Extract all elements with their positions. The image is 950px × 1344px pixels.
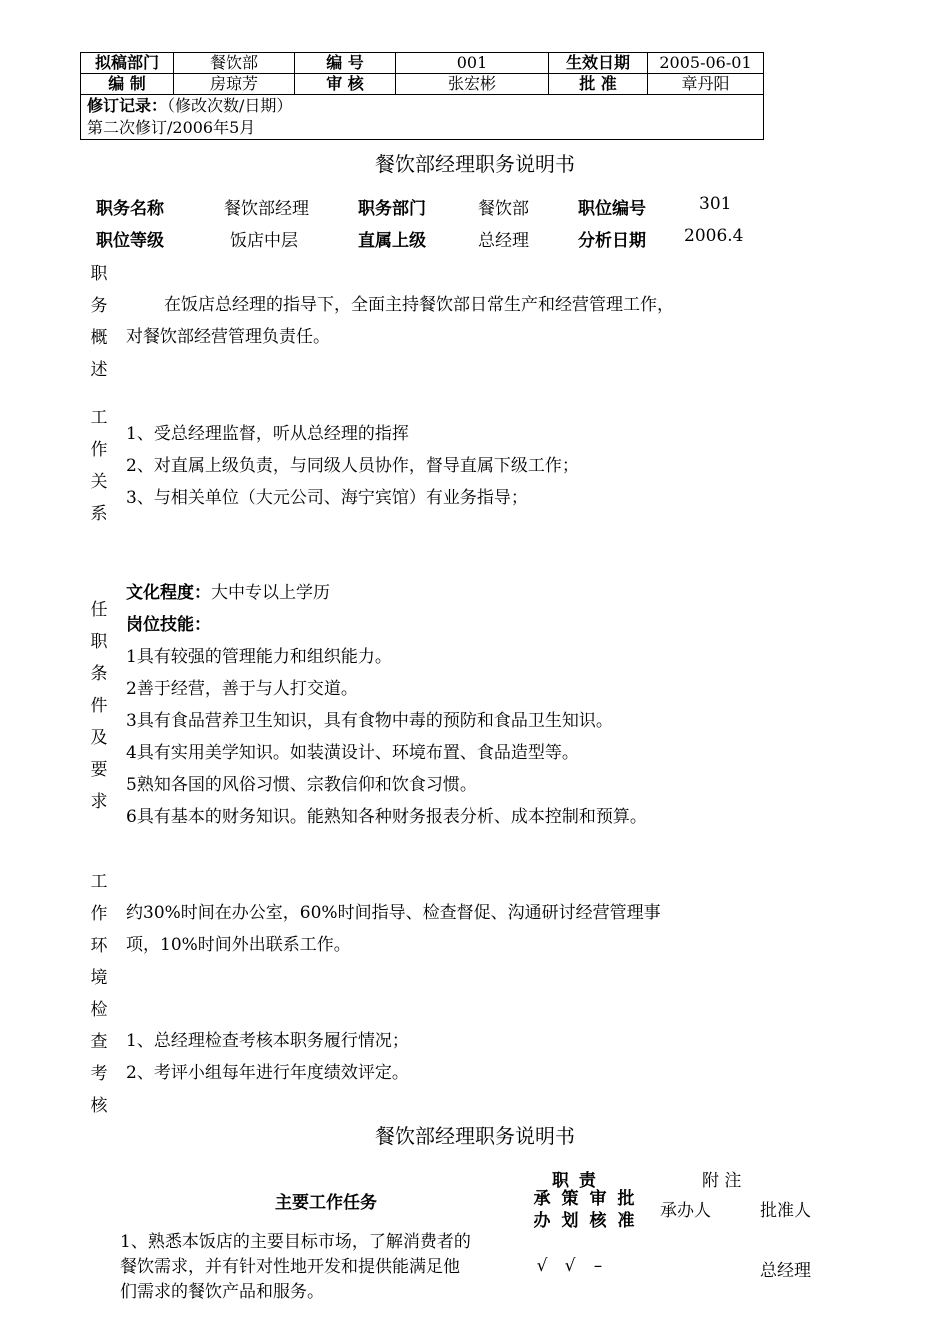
task-header: 主要工作任务 [275,1193,377,1213]
code: 301 [699,194,732,214]
resp-col-approve: 批准 [617,1189,635,1231]
row-approver: 总经理 [760,1261,811,1281]
environment-label: 工 作 环 境 [90,872,108,988]
job-name: 餐饮部经理 [224,199,309,219]
superior: 总经理 [478,231,529,251]
date-label: 分析日期 [578,231,646,251]
document-header-table [80,52,764,140]
mark-handle: √ [536,1256,548,1276]
check-label: 检 查 考 核 [90,1000,108,1116]
relation-label: 工 作 关 系 [90,408,108,524]
drafting-dept: 餐饮部 [174,53,295,74]
job-name-label: 职务名称 [96,199,164,219]
analysis-date: 2006.4 [684,226,744,246]
effective-date: 2005-06-01 [648,53,764,74]
revision-entry: 第二次修订/2006年5月 [87,118,256,137]
table-row: 1、熟悉本饭店的主要目标市场，了解消费者的 餐饮需求，并有针对性地开发和提供能满足他 们需求的餐饮产品和服务。 [120,1232,471,1302]
mark-review: – [593,1256,603,1276]
summary-text: 在饭店总经理的指导下，全面主持餐饮部日常生产和经营管理工作， 对餐饮部经营管理负责任。 [126,295,674,347]
level-label: 职位等级 [96,231,164,251]
requirements-label: 任 职 条 件 及 要 求 [90,600,108,812]
dept-label: 职务部门 [358,199,426,219]
document-title: 餐饮部经理职务说明书 [375,152,575,176]
document-title-2: 餐饮部经理职务说明书 [375,1124,575,1148]
note-header: 附 注 [702,1171,742,1191]
code-label: 职位编号 [578,199,646,219]
note-col-approver: 批准人 [760,1201,811,1221]
task-table [120,1164,840,1334]
resp-col-plan: 策划 [561,1189,579,1231]
environment-text: 约30%时间在办公室，60%时间指导、检查督促、沟通研讨经营管理事 项，10%时间外出联系工作。 [126,903,661,955]
superior-label: 直属上级 [358,231,426,251]
education-value: 大中专以上学历 [211,583,330,603]
approver: 章丹阳 [648,74,764,95]
resp-col-handle: 承办 [533,1189,551,1231]
skill-item: 1具有较强的管理能力和组织能力。 [126,647,392,667]
mark-plan: √ [564,1256,576,1276]
drafting-dept-label: 拟稿部门 [81,53,174,74]
check-text: 1、总经理检查考核本职务履行情况； 2、考评小组每年进行年度绩效评定。 [126,1031,409,1083]
job-info [96,194,776,258]
skill-item: 4具有实用美学知识。如装潢设计、环境布置、食品造型等。 [126,743,579,763]
skills-label: 岗位技能： [126,615,211,635]
number-label: 编 号 [295,53,396,74]
resp-col-review: 审核 [589,1189,607,1231]
relation-text: 1、受总经理监督，听从总经理的指挥 2、对直属上级负责，与同级人员协作，督导直属下级工作； 3、与相关单位（大元公司、海宁宾馆）有业务指导； [126,424,579,508]
compiler: 房琼芳 [174,74,295,95]
level: 饭店中层 [230,231,298,251]
education-label: 文化程度： [126,583,211,603]
dept: 餐饮部 [478,199,529,219]
revision-label: 修订记录： [87,96,168,115]
effective-date-label: 生效日期 [549,53,648,74]
compiler-label: 编 制 [81,74,174,95]
summary-label: 职 务 概 述 [90,264,108,380]
skill-item: 6具有基本的财务知识。能熟知各种财务报表分析、成本控制和预算。 [126,807,647,827]
skill-item: 5熟知各国的风俗习惯、宗教信仰和饮食习惯。 [126,775,477,795]
note-col-handler: 承办人 [660,1201,711,1221]
skill-item: 2善于经营，善于与人打交道。 [126,679,358,699]
reviewer: 张宏彬 [396,74,549,95]
revision-record [81,95,764,140]
approver-label: 批 准 [549,74,648,95]
requirements-text [126,577,766,833]
reviewer-label: 审 核 [295,74,396,95]
revision-hint: （修改次数/日期） [167,96,293,115]
document-number: 001 [396,53,549,74]
responsibility-header: 职 责 [552,1171,598,1191]
skill-item: 3具有食品营养卫生知识，具有食物中毒的预防和食品卫生知识。 [126,711,613,731]
